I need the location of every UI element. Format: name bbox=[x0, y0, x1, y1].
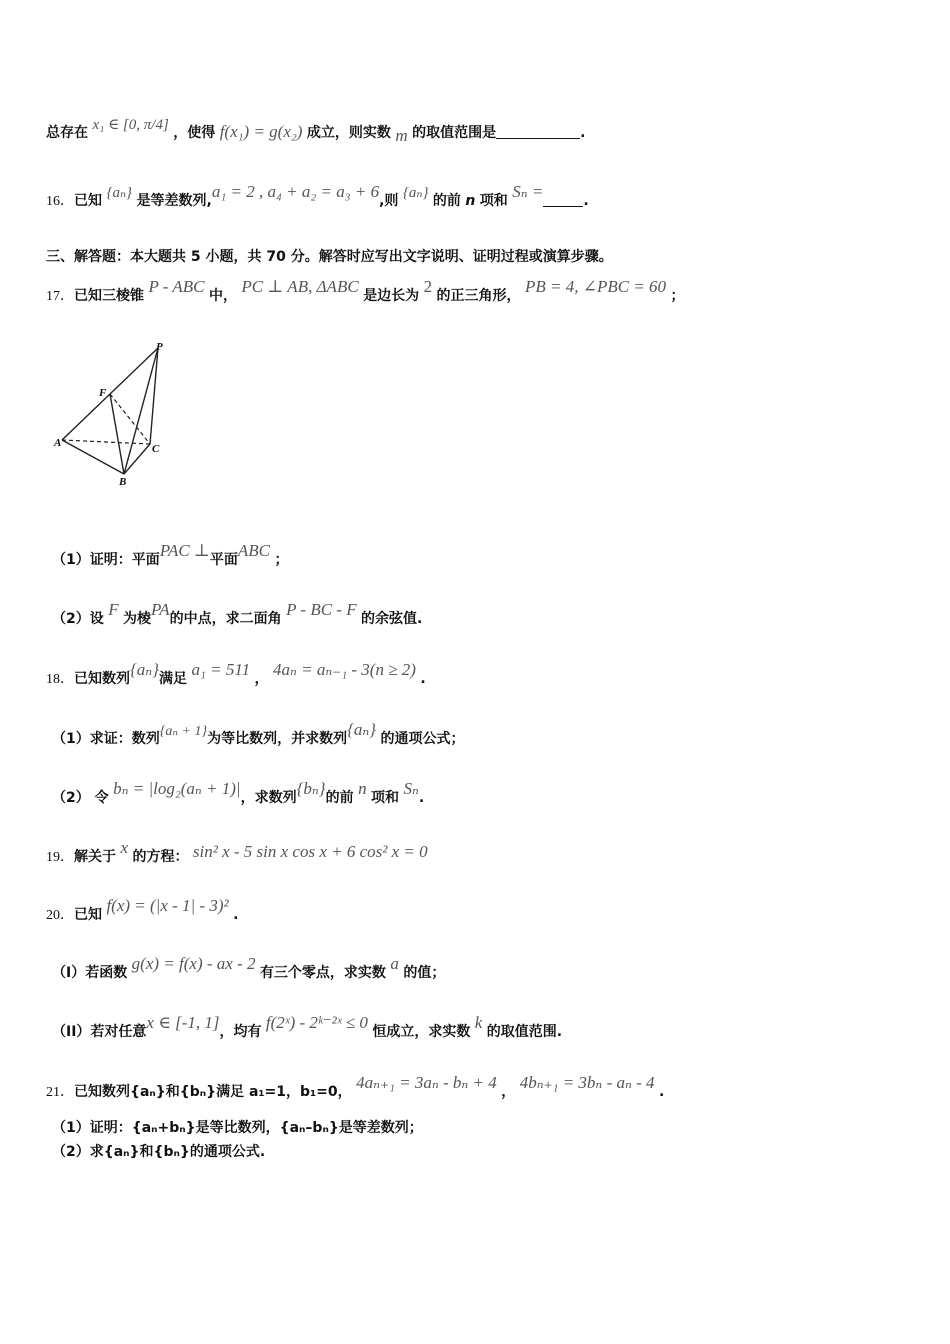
q18p1-t1: 为等比数列，并求数列 bbox=[207, 731, 348, 747]
q17-t2: 中， bbox=[208, 288, 237, 304]
q18p1-t2: 的通项公式； bbox=[380, 731, 465, 747]
q21-eq1: 4aₙ₊₁ = 3aₙ - bₙ + 4 bbox=[356, 1073, 497, 1092]
q20p1-t1: 有三个零点，求实数 bbox=[259, 965, 386, 981]
figure-label-c: C bbox=[152, 443, 160, 455]
q18p2-t1: ，求数列 bbox=[240, 790, 297, 806]
q20-fx: f(x) = (|x - 1| - 3)² bbox=[106, 896, 229, 915]
q20p1-label: （I）若函数 bbox=[52, 965, 128, 981]
q20p2-t1: ，均有 bbox=[219, 1024, 262, 1040]
q17-number: 17． bbox=[46, 289, 74, 304]
q21-comma: ， bbox=[501, 1084, 516, 1100]
q19-number: 19． bbox=[46, 850, 74, 865]
q17-t1: 已知三棱锥 bbox=[74, 288, 144, 304]
q20p1-a: a bbox=[390, 954, 399, 973]
q17p1-label: （1）证明：平面 bbox=[52, 552, 160, 568]
q17p2-t3: 的余弦值. bbox=[361, 611, 423, 627]
q17p2-pa: PA bbox=[151, 600, 170, 619]
q20p2-t2: 恒成立，求实数 bbox=[372, 1024, 471, 1040]
q15-end: . bbox=[580, 125, 586, 141]
q18-a1: a₁ = 511 bbox=[191, 660, 251, 679]
q17p2-label: （2）设 bbox=[52, 611, 104, 627]
q16-end: . bbox=[583, 193, 589, 209]
q20p2-domain: x ∈ [-1, 1] bbox=[146, 1013, 220, 1032]
q21-number: 21． bbox=[46, 1085, 74, 1100]
q18-comma: ， bbox=[254, 671, 269, 687]
q21-line bbox=[46, 1073, 665, 1101]
q19-t1: 解关于 bbox=[74, 849, 116, 865]
q17p1-plane2: ABC bbox=[237, 541, 271, 560]
q18p2-n: n bbox=[358, 779, 367, 798]
q16-t2: 是等差数列, bbox=[136, 193, 212, 209]
q19-equation: sin² x - 5 sin x cos x + 6 cos² x = 0 bbox=[192, 842, 428, 861]
figure-label-b: B bbox=[119, 476, 127, 488]
q19-x: x bbox=[120, 838, 128, 857]
q20p2-inequality: f(2ˣ) - 2ᵏ⁻²ˣ ≤ 0 bbox=[265, 1013, 368, 1032]
q17-line bbox=[46, 277, 685, 305]
q16-t5: 项和 bbox=[479, 193, 508, 209]
q20-t1: 已知 bbox=[74, 907, 102, 923]
tetrahedron-figure bbox=[48, 338, 178, 488]
q17p2-t1: 为棱 bbox=[123, 611, 152, 627]
q16-cond: a₁ = 2 , a₄ + a₂ = a₃ + 6 bbox=[211, 182, 380, 201]
q15-answer-blank bbox=[496, 124, 580, 139]
q15-prefix: 总存在 bbox=[46, 125, 88, 141]
q18p2-t2: 的前 bbox=[325, 790, 354, 806]
q18p1-seq: {aₙ + 1} bbox=[159, 724, 208, 739]
q18-part1 bbox=[52, 720, 465, 748]
q16-number: 16． bbox=[46, 194, 74, 209]
q16-line bbox=[46, 182, 589, 210]
q18-t2: 满足 bbox=[159, 671, 187, 687]
q21-end: . bbox=[659, 1084, 665, 1100]
q17-tetrahedron: P - ABC bbox=[148, 277, 205, 296]
q18p1-label: （1）求证：数列 bbox=[52, 731, 160, 747]
q18p2-bn: bₙ = |log₂(aₙ + 1)| bbox=[113, 779, 241, 798]
q18-t1: 已知数列 bbox=[74, 671, 130, 687]
q18-part2 bbox=[52, 779, 425, 807]
q20-end: . bbox=[233, 907, 239, 923]
q15-mid: ，使得 bbox=[173, 125, 216, 141]
q20p1-gx: g(x) = f(x) - ax - 2 bbox=[131, 954, 256, 973]
q17-cond2: PB = 4, ∠PBC = 60 bbox=[524, 277, 667, 296]
q18p2-end: . bbox=[418, 790, 425, 806]
q15-var: m bbox=[395, 126, 408, 145]
q16-t3: ,则 bbox=[379, 193, 399, 209]
q18-line bbox=[46, 660, 426, 688]
q21-eq2: 4bₙ₊₁ = 3bₙ - aₙ - 4 bbox=[519, 1073, 655, 1092]
q18-number: 18． bbox=[46, 672, 74, 687]
q17-side: 2 bbox=[423, 277, 433, 296]
q18-end: . bbox=[420, 671, 426, 687]
q17-part1 bbox=[52, 541, 289, 569]
q15-mid2: 成立，则实数 bbox=[306, 125, 391, 141]
q18-seq: {aₙ} bbox=[130, 660, 159, 679]
q21-t1: 已知数列{aₙ}和{bₙ}满足 a₁=1，b₁=0， bbox=[74, 1084, 352, 1100]
q15-domain: x₁ ∈ [0, π/4] bbox=[92, 117, 169, 133]
figure-label-f: F bbox=[99, 387, 107, 399]
q17-end: ； bbox=[670, 288, 685, 304]
q16-seq2: {aₙ} bbox=[402, 185, 429, 201]
q15-tail-line bbox=[46, 117, 586, 145]
q17-part2 bbox=[52, 600, 423, 628]
q18p1-seq2: {aₙ} bbox=[347, 720, 377, 739]
q17p2-t2: 的中点，求二面角 bbox=[169, 611, 282, 627]
q17p1-end: ； bbox=[274, 552, 289, 568]
q18p2-sn: Sₙ bbox=[403, 779, 419, 798]
q19-t2: 的方程： bbox=[132, 849, 189, 865]
q18p2-seq: {bₙ} bbox=[296, 779, 326, 798]
q16-answer-blank bbox=[543, 192, 583, 207]
q20p2-t3: 的取值范围. bbox=[486, 1024, 563, 1040]
q21-part1: （1）证明：{aₙ+bₙ}是等比数列，{aₙ–bₙ}是等差数列； bbox=[52, 1120, 423, 1136]
q17-t4: 的正三角形， bbox=[436, 288, 521, 304]
q17p1-mid: 平面 bbox=[209, 552, 238, 568]
q16-t4: 的前 bbox=[432, 193, 461, 209]
q18p2-label: （2） 令 bbox=[52, 790, 109, 806]
q17-cond1: PC ⊥ AB, ΔABC bbox=[241, 277, 359, 296]
q15-suffix: 的取值范围是 bbox=[412, 125, 497, 141]
q16-seq: {aₙ} bbox=[106, 185, 133, 201]
section3-heading: 三、解答题：本大题共 5 小题，共 70 分。解答时应写出文字说明、证明过程或演算步骤。 bbox=[46, 249, 613, 265]
q17p1-plane1: PAC ⊥ bbox=[159, 541, 210, 560]
q16-t1: 已知 bbox=[74, 193, 102, 209]
q20p2-k: k bbox=[474, 1013, 483, 1032]
q16-sn: Sₙ = bbox=[512, 182, 544, 201]
q20p2-label: （II）若对任意 bbox=[52, 1024, 147, 1040]
figure-label-a: A bbox=[54, 437, 62, 449]
figure-label-p: P bbox=[156, 341, 163, 353]
q15-equation: f(x₁) = g(x₂) bbox=[219, 122, 303, 141]
q19-line bbox=[46, 838, 428, 866]
q20-part2 bbox=[52, 1013, 563, 1041]
q20-number: 20． bbox=[46, 908, 74, 923]
q17p2-angle: P - BC - F bbox=[286, 600, 357, 619]
q20p1-t2: 的值； bbox=[403, 965, 446, 981]
q20-part1 bbox=[52, 954, 446, 982]
q21-part2: （2）求{aₙ}和{bₙ}的通项公式. bbox=[52, 1144, 266, 1160]
q17-t3: 是边长为 bbox=[363, 288, 420, 304]
q18-recurrence: 4aₙ = aₙ₋₁ - 3(n ≥ 2) bbox=[272, 660, 416, 679]
q16-n: n bbox=[465, 193, 476, 209]
q18p2-t3: 项和 bbox=[371, 790, 400, 806]
q17p2-f: F bbox=[108, 600, 119, 619]
q20-line bbox=[46, 896, 239, 924]
